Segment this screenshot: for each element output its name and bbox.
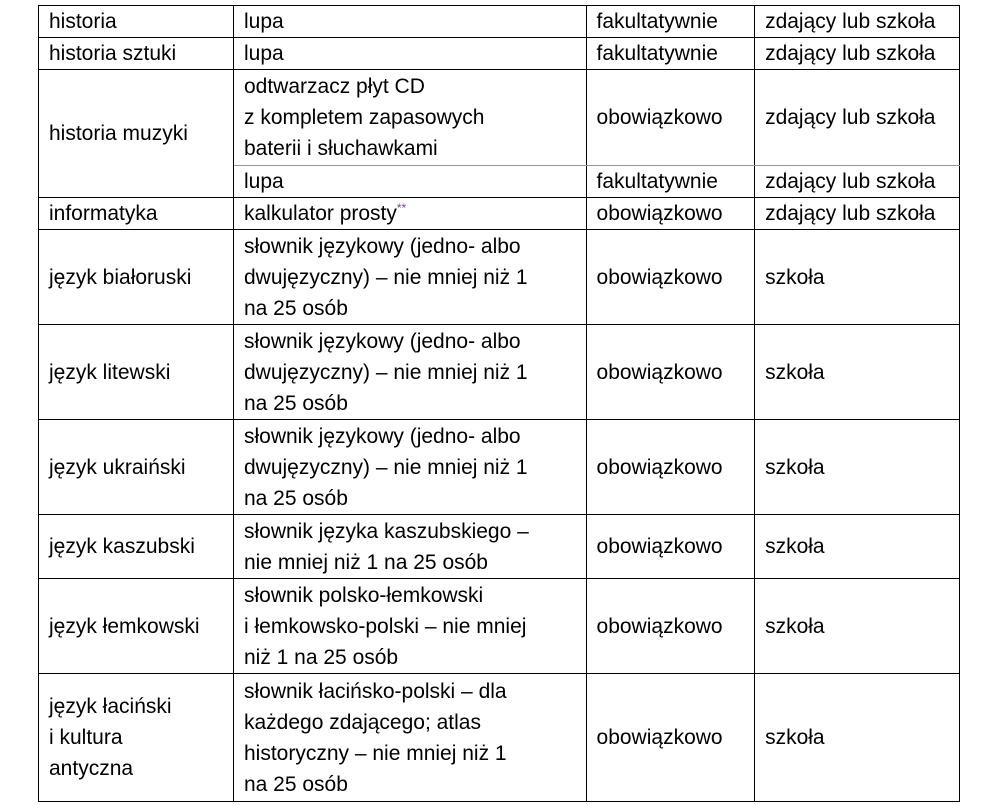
aid-cell (233, 6, 586, 38)
status-cell: obowiązkowo (586, 230, 755, 325)
subject-text: historia (49, 10, 117, 33)
aid-text: słownik polsko-łemkowski (243, 583, 484, 607)
subject-text: i kultura (49, 726, 123, 749)
aid-text: słownik łacińsko-polski – dla (243, 679, 507, 703)
aid-cell (233, 420, 586, 515)
aid-text: lupa (243, 10, 284, 33)
aid-text: każdego zdającego; atlas (243, 710, 481, 734)
aid-text: odtwarzacz płyt CD (243, 75, 425, 98)
aid-text: na 25 osób (243, 486, 348, 510)
aid-text: i łemkowsko-polski – nie mniej (243, 614, 527, 638)
aid-text: słownik językowy (jedno- albo (243, 329, 521, 353)
aid-cell (233, 230, 586, 325)
subject-cell (39, 230, 234, 325)
provider-cell: szkoła (755, 515, 960, 579)
status-cell: obowiązkowo (586, 579, 755, 674)
footnote-marker: ** (396, 201, 407, 215)
subject-text: informatyka (49, 202, 158, 225)
aid-text: na 25 osób (243, 391, 348, 415)
subject-cell (39, 325, 234, 420)
aid-text: historyczny – nie mniej niż 1 (243, 741, 507, 765)
table-row (39, 579, 960, 674)
status-cell: obowiązkowo (586, 674, 755, 802)
provider-cell: szkoła (755, 674, 960, 802)
table-row (39, 674, 960, 802)
status-cell: fakultatywnie (586, 6, 755, 38)
status-cell: obowiązkowo (586, 198, 755, 230)
table-row (39, 70, 960, 166)
table-row (39, 515, 960, 579)
status-cell: obowiązkowo (586, 420, 755, 515)
provider-cell: zdający lub szkoła (755, 6, 960, 38)
provider-cell: szkoła (755, 325, 960, 420)
aid-text: baterii i słuchawkami (243, 137, 438, 160)
aid-cell (233, 70, 586, 166)
status-cell: obowiązkowo (586, 70, 755, 166)
subject-cell (39, 6, 234, 38)
subject-text: język białoruski (49, 265, 192, 289)
subject-cell (39, 579, 234, 674)
status-cell: fakultatywnie (586, 166, 755, 198)
document-page (38, 5, 960, 805)
table-row (39, 230, 960, 325)
aid-cell (233, 579, 586, 674)
subject-cell (39, 198, 234, 230)
aid-cell (233, 515, 586, 579)
exam-aids-table (38, 5, 960, 802)
table-row (39, 6, 960, 38)
aid-text: słownik językowy (jedno- albo (243, 424, 521, 448)
status-cell: obowiązkowo (586, 515, 755, 579)
aid-text: słownik języka kaszubskiego – (243, 519, 529, 543)
provider-cell: zdający lub szkoła (755, 166, 960, 198)
subject-cell (39, 70, 234, 198)
aid-text: dwujęzyczny) – nie mniej niż 1 (243, 360, 528, 384)
aid-text: lupa (243, 170, 284, 193)
table-row (39, 198, 960, 230)
aid-text: nie mniej niż 1 na 25 osób (243, 550, 488, 574)
provider-cell: szkoła (755, 579, 960, 674)
aid-text: na 25 osób (243, 772, 348, 796)
status-cell: fakultatywnie (586, 38, 755, 70)
aid-label: kalkulator prosty (243, 202, 397, 225)
subject-text: historia sztuki (49, 42, 177, 65)
status-cell: obowiązkowo (586, 325, 755, 420)
provider-cell: zdający lub szkoła (755, 70, 960, 166)
subject-text: antyczna (49, 757, 134, 780)
aid-cell (233, 325, 586, 420)
aid-text: z kompletem zapasowych (243, 106, 485, 129)
aid-text: niż 1 na 25 osób (243, 645, 399, 669)
aid-cell (233, 166, 586, 198)
aid-cell (233, 38, 586, 70)
subject-cell (39, 674, 234, 802)
aid-text: dwujęzyczny) – nie mniej niż 1 (243, 455, 528, 479)
subject-cell (39, 515, 234, 579)
subject-text: język kaszubski (49, 535, 195, 558)
aid-text (244, 198, 576, 229)
subject-text: język litewski (49, 360, 171, 384)
aid-cell (233, 674, 586, 802)
table-row (39, 325, 960, 420)
provider-cell: zdający lub szkoła (755, 38, 960, 70)
aid-text: słownik językowy (jedno- albo (243, 234, 521, 258)
subject-text: historia muzyki (49, 122, 188, 145)
subject-text: język łaciński (49, 695, 172, 718)
subject-cell (39, 420, 234, 515)
table-row (39, 38, 960, 70)
subject-cell (39, 38, 234, 70)
provider-cell: szkoła (755, 230, 960, 325)
provider-cell: szkoła (755, 420, 960, 515)
table-row (39, 420, 960, 515)
subject-text: język ukraiński (49, 455, 186, 479)
subject-text: język łemkowski (49, 614, 200, 638)
provider-cell: zdający lub szkoła (755, 198, 960, 230)
aid-cell (233, 198, 586, 230)
aid-text: dwujęzyczny) – nie mniej niż 1 (243, 265, 528, 289)
aid-text: lupa (243, 42, 284, 65)
aid-text: na 25 osób (243, 296, 348, 320)
